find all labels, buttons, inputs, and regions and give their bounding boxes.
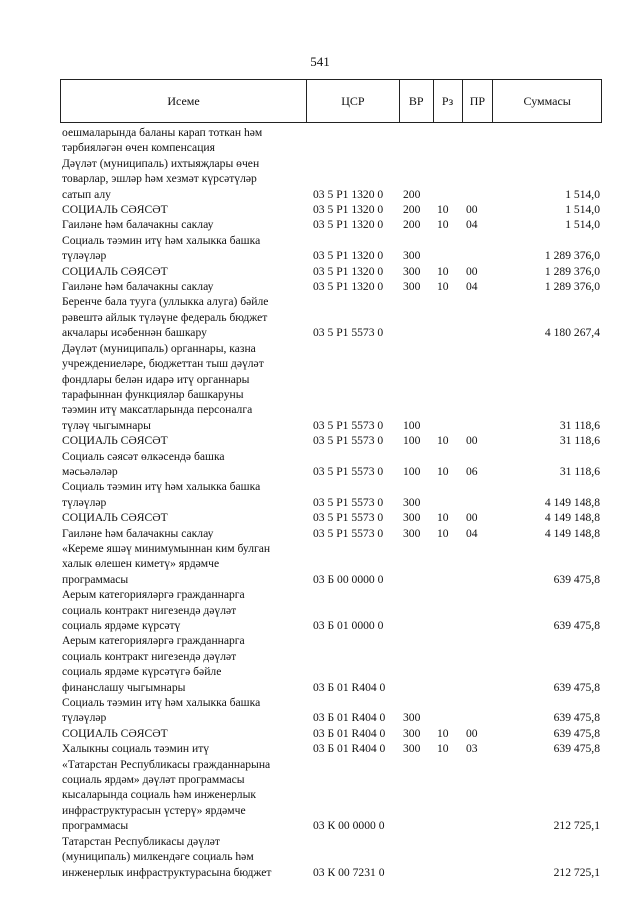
row-name-line: тәэмин итү максатларында персоналга: [62, 403, 253, 417]
row-name-line: социаль ярдәм» дәүләт программасы: [62, 773, 245, 787]
row-vr: 200: [403, 187, 421, 201]
table-row: [60, 695, 602, 726]
row-name-line: социаль ярдәме күрсәтү: [62, 619, 181, 632]
header-sum: Суммасы: [523, 93, 571, 108]
row-sum: 212 725,1: [553, 819, 600, 833]
row-name-line: рәвештә айлык түләүне федераль бюджет: [62, 310, 268, 324]
row-name-line: «Татарстан Республикасы гражданнарына: [62, 757, 271, 771]
table-row: [60, 433, 602, 448]
row-sum: 1 289 376,0: [544, 280, 600, 294]
row-name: [60, 695, 307, 726]
row-csr: 03 5 P1 5573 0: [313, 526, 384, 540]
row-rz: 10: [437, 264, 449, 278]
page-number: 541: [310, 54, 330, 69]
row-name-line: СОЦИАЛЬ СӘЯСӘТ: [62, 511, 168, 525]
row-name: [60, 726, 307, 741]
budget-table: [60, 79, 602, 879]
row-pr: 04: [466, 218, 478, 232]
row-csr: 03 Б 01 R404 0: [313, 711, 386, 725]
row-name: [60, 279, 307, 294]
row-vr: 100: [403, 464, 421, 478]
row-rz: 10: [437, 526, 449, 540]
table-row: [60, 726, 602, 741]
row-vr: 300: [403, 249, 421, 263]
table-row: [60, 233, 602, 264]
row-name: [60, 294, 307, 340]
row-name-line: товарлар, эшләр һәм хезмәт күрсәтүләр: [62, 172, 257, 186]
row-csr: 03 5 P1 1320 0: [313, 203, 384, 217]
table-row: [60, 202, 602, 217]
row-pr: 00: [466, 203, 478, 217]
row-name-line: түләүләр: [62, 495, 107, 509]
row-pr: 04: [466, 526, 478, 540]
table-row: [60, 449, 602, 480]
row-sum: 639 475,8: [553, 680, 600, 694]
row-name: [60, 741, 307, 756]
row-pr: 00: [466, 264, 478, 278]
row-csr: 03 5 P1 1320 0: [313, 249, 384, 263]
row-name-line: социаль ярдәме күрсәтүгә бәйле: [62, 665, 222, 679]
row-name: [60, 834, 307, 880]
row-name-line: (муниципаль) милкендәге социаль һәм: [62, 850, 254, 864]
row-name-line: Халыкны социаль тәэмин итү: [62, 742, 210, 756]
row-name-line: Татарстан Республикасы дәүләт: [62, 834, 220, 848]
row-name-line: мәсьәләләр: [62, 464, 118, 478]
row-name-line: Социаль сәясәт өлкәсендә башка: [62, 449, 225, 463]
row-sum: 1 514,0: [565, 203, 600, 217]
row-rz: 10: [437, 203, 449, 217]
table-row: [60, 741, 602, 756]
table-row: [60, 541, 602, 587]
row-sum: 639 475,8: [553, 711, 600, 725]
row-csr: 03 5 P1 1320 0: [313, 264, 384, 278]
row-name-line: акчалары исәбеннән башкару: [62, 326, 207, 340]
table-row: [60, 264, 602, 279]
row-name-line: СОЦИАЛЬ СӘЯСӘТ: [62, 434, 168, 448]
row-name-line: Социаль тәэмин итү һәм халыкка башка: [62, 480, 261, 494]
row-vr: 100: [403, 418, 421, 432]
row-vr: 300: [403, 511, 421, 525]
row-name-line: «Кереме яшәү минимумыннан ким булган: [62, 541, 271, 555]
row-name-line: Социаль тәэмин итү һәм халыкка башка: [62, 233, 261, 247]
table-row: [60, 217, 602, 232]
table-row: [60, 125, 602, 156]
row-sum: 4 149 148,8: [544, 511, 600, 525]
row-name-line: СОЦИАЛЬ СӘЯСӘТ: [62, 726, 168, 740]
row-sum: 639 475,8: [553, 572, 600, 586]
row-csr: 03 К 00 0000 0: [313, 819, 385, 833]
row-sum: 31 118,6: [559, 464, 600, 478]
header-rz: Рз: [434, 80, 463, 122]
row-vr: 300: [403, 726, 421, 740]
row-name-line: халык өлешен киметү» ярдәмче: [62, 557, 220, 571]
table-row: [60, 341, 602, 433]
row-name-line: Аерым категорияләргә гражданнарга: [62, 634, 245, 648]
table-row: [60, 279, 602, 294]
table-row: [60, 156, 602, 202]
row-name-line: СОЦИАЛЬ СӘЯСӘТ: [62, 203, 168, 217]
row-csr: 03 5 P1 1320 0: [313, 187, 384, 201]
row-name-line: Гаиләне һәм балачакны саклау: [62, 526, 214, 540]
row-name-line: программасы: [62, 572, 129, 586]
header-csr: ЦСР: [307, 80, 400, 122]
row-name: [60, 449, 307, 480]
table-row: [60, 526, 602, 541]
row-rz: 10: [437, 280, 449, 294]
table-row: [60, 479, 602, 510]
row-csr: 03 5 P1 5573 0: [313, 418, 384, 432]
row-name-line: Гаиләне һәм балачакны саклау: [62, 280, 214, 294]
row-csr: 03 К 00 7231 0: [313, 865, 385, 879]
row-name-line: социаль контракт нигезендә дәүләт: [62, 649, 237, 663]
row-rz: 10: [437, 218, 449, 232]
row-rz: 10: [437, 434, 449, 448]
row-name-line: Аерым категорияләргә гражданнарга: [62, 588, 245, 602]
row-sum: 31 118,6: [559, 434, 600, 448]
row-rz: 10: [437, 511, 449, 525]
row-name: [60, 125, 307, 156]
row-csr: 03 5 P1 1320 0: [313, 280, 384, 294]
row-name-line: Беренче бала туугa (уллыкка алуга) бәйле: [62, 295, 269, 309]
table-header: [60, 79, 602, 123]
row-pr: 00: [466, 511, 478, 525]
row-name: [60, 587, 307, 633]
row-vr: 300: [403, 280, 421, 294]
row-name-line: фондлары белән идарә итү органнары: [62, 372, 250, 386]
row-pr: 06: [466, 464, 478, 478]
row-csr: 03 Б 01 R404 0: [313, 680, 386, 694]
row-pr: 00: [466, 434, 478, 448]
row-csr: 03 Б 00 0000 0: [313, 572, 384, 586]
row-vr: 200: [403, 218, 421, 232]
row-sum: 1 514,0: [565, 187, 600, 201]
table-row: [60, 757, 602, 834]
row-name: [60, 264, 307, 279]
row-name: [60, 633, 307, 695]
row-name: [60, 156, 307, 202]
row-name-line: тарафыннан функцияләр башкаруны: [62, 387, 244, 401]
row-name-line: Дәүләт (муниципаль) ихтыяҗлары өчен: [62, 156, 260, 170]
row-name: [60, 341, 307, 433]
row-sum: 639 475,8: [553, 619, 600, 632]
row-name: [60, 757, 307, 834]
row-name-line: түләүләр: [62, 711, 107, 725]
row-csr: 03 Б 01 0000 0: [313, 619, 384, 632]
row-vr: 300: [403, 742, 421, 756]
row-name: [60, 233, 307, 264]
row-name: [60, 510, 307, 525]
row-name-line: Дәүләт (муниципаль) органнары, казна: [62, 341, 256, 355]
table-row: [60, 633, 602, 695]
row-rz: 10: [437, 742, 449, 756]
table-row: [60, 587, 602, 633]
row-name: [60, 541, 307, 587]
row-vr: 300: [403, 495, 421, 509]
row-csr: 03 5 P1 5573 0: [313, 326, 384, 340]
row-name-line: сатып алу: [62, 187, 111, 201]
row-name-line: инфраструктурасын үстерү» ярдәмче: [62, 803, 246, 817]
row-name-line: инженерлык инфраструктурасына бюджет: [62, 865, 272, 879]
row-vr: 300: [403, 711, 421, 725]
row-csr: 03 5 P1 5573 0: [313, 434, 384, 448]
row-name-line: тәрбияләгән өчен компенсация: [62, 141, 215, 155]
row-name-line: түләү чыгымнары: [62, 418, 151, 432]
row-sum: 4 149 148,8: [544, 495, 600, 509]
table-row: [60, 834, 602, 880]
row-vr: 200: [403, 203, 421, 217]
row-sum: 212 725,1: [553, 865, 600, 879]
table-body: [60, 125, 602, 880]
row-name-line: Гаиләне һәм балачакны саклау: [62, 218, 214, 232]
row-pr: 04: [466, 280, 478, 294]
table-row: [60, 510, 602, 525]
row-csr: 03 5 P1 1320 0: [313, 218, 384, 232]
row-name-line: оешмаларында баланы карап тоткан һәм: [62, 126, 263, 139]
row-pr: 03: [466, 742, 478, 756]
row-name: [60, 202, 307, 217]
row-rz: 10: [437, 726, 449, 740]
row-name: [60, 526, 307, 541]
row-sum: 1 514,0: [565, 218, 600, 232]
row-pr: 00: [466, 726, 478, 740]
row-name: [60, 217, 307, 232]
row-name-line: социаль контракт нигезендә дәүләт: [62, 603, 237, 617]
row-name-line: СОЦИАЛЬ СӘЯСӘТ: [62, 264, 168, 278]
row-sum: 31 118,6: [559, 418, 600, 432]
row-rz: 10: [437, 464, 449, 478]
row-name-line: кысаларында социаль һәм инженерлык: [62, 788, 256, 802]
row-name-line: программасы: [62, 819, 129, 833]
header-name: Исеме: [61, 80, 307, 122]
row-sum: 639 475,8: [553, 726, 600, 740]
row-csr: 03 Б 01 R404 0: [313, 726, 386, 740]
row-vr: 300: [403, 526, 421, 540]
header-pr: ПР: [463, 80, 494, 122]
row-vr: 100: [403, 434, 421, 448]
row-csr: 03 5 P1 5573 0: [313, 464, 384, 478]
row-sum: 1 289 376,0: [544, 264, 600, 278]
row-sum: 639 475,8: [553, 742, 600, 756]
row-name: [60, 433, 307, 448]
row-sum: 4 180 267,4: [544, 326, 600, 340]
row-name-line: түләүләр: [62, 249, 107, 263]
row-sum: 4 149 148,8: [544, 526, 600, 540]
row-csr: 03 Б 01 R404 0: [313, 742, 386, 756]
row-vr: 300: [403, 264, 421, 278]
row-sum: 1 289 376,0: [544, 249, 600, 263]
row-name-line: Социаль тәэмин итү һәм халыкка башка: [62, 696, 261, 710]
row-csr: 03 5 P1 5573 0: [313, 495, 384, 509]
row-name-line: финанслашу чыгымнары: [62, 680, 186, 694]
header-vr: ВР: [400, 80, 434, 122]
row-csr: 03 5 P1 5573 0: [313, 511, 384, 525]
table-row: [60, 294, 602, 340]
row-name: [60, 479, 307, 510]
row-name-line: учреждениеләре, бюджеттан тыш дәүләт: [62, 357, 264, 371]
